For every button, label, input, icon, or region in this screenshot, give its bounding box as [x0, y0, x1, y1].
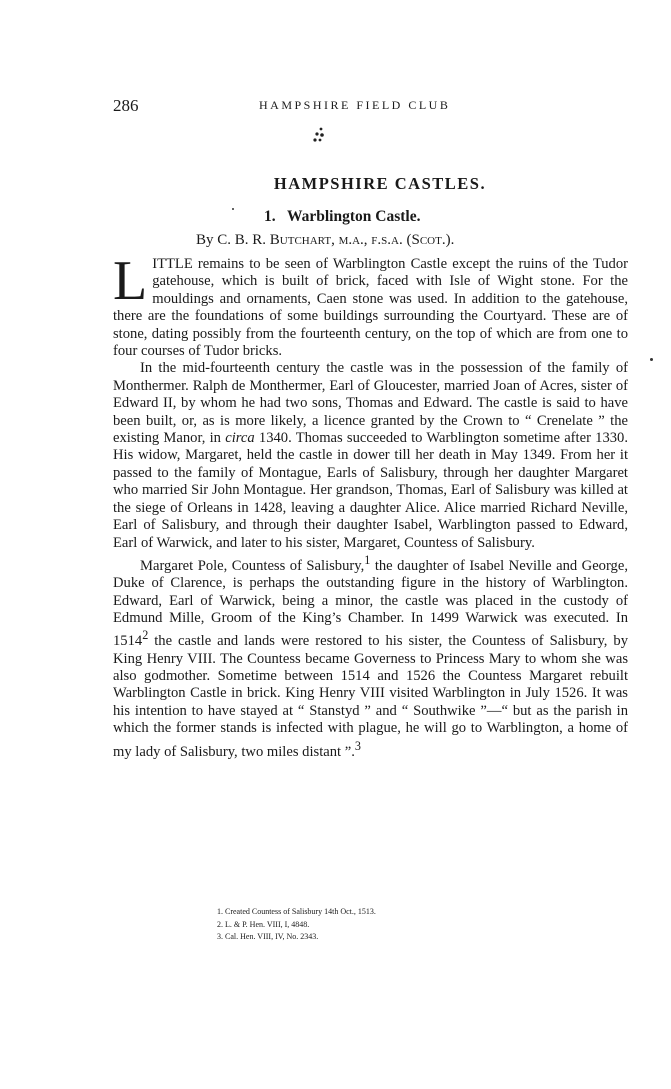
- paragraph-2-text-b: 1340. Thomas succeeded to Warblington sometime after 1330. His widow, Margaret, held the castle in dower till her death in May 1349. From her it passed to the family of Montague, Earls of Salisbury, through her daughter Margaret who married Sir John Montague. Her grandson, Thomas, Earl of Salisbury was killed at the siege of Orleans in 1428, leaving a daughter Alice. Alice married Richard Neville, Earl of Salisbury, and through their daughter Isabel, Warblington passed to Edward, Earl of Warwick, and later to his sister, Margaret, Countess of Salisbury.: [113, 430, 628, 551]
- paragraph-1: [113, 250, 628, 360]
- ornament-icon: [310, 126, 332, 144]
- article-number: 1.: [264, 208, 276, 225]
- footnote-2: 2. L. & P. Hen. VIII, I, 4848.: [217, 919, 310, 929]
- footnotes: [217, 906, 376, 944]
- byline: [196, 232, 454, 249]
- scan-speck-icon: [650, 358, 653, 361]
- footnote-1: 1. Created Countess of Salisbury 14th Oct., 1513.: [217, 907, 376, 916]
- article-heading: Warblington Castle.: [286, 208, 421, 225]
- article-body: [113, 250, 628, 761]
- drop-cap: L: [113, 250, 148, 312]
- footnote-ref-2: 2: [142, 628, 149, 643]
- author-surname: Butchart,: [269, 232, 335, 248]
- journal-title: HAMPSHIRE FIELD CLUB: [259, 98, 451, 112]
- paragraph-2-text-a: In the mid-fourteenth century the castle was in the possession of the family of Monthermer. Ralph de Monthermer, Earl of Gloucester, married Joan of Acres, sister of Edward II, by whom he had two sons, Thomas and Edward. The castle is said to have been built, or, as is more likely, a licence granted by the Crown to “ Crenelate ” the existing Manor, in: [113, 360, 628, 447]
- running-head: [113, 96, 629, 116]
- author-degrees: m.a., f.s.a. (Scot.).: [338, 232, 455, 248]
- scan-speck-icon: [232, 208, 234, 210]
- article-title: [264, 208, 420, 226]
- paragraph-1-text: ITTLE remains to be seen of Warblington Castle except the ruins of the Tudor gatehouse, which is built of brick, faced with Isle of Wight stone. For the mouldings and ornaments, Caen stone was used. In addition to the gatehouse, there are the foundations of some buildings surrounding the Courtyard. These are of stone, dating possibly from the fourteenth century, on the top of which are from one to four courses of Tudor bricks.: [113, 256, 628, 360]
- footnote-3: 3. Cal. Hen. VIII, IV, No. 2343.: [217, 932, 319, 941]
- paragraph-3-text-c: the castle and lands were restored to his sister, the Countess of Salisbury, by King Henry VIII. The Countess became Governess to Princess Mary to whom she was also godmother. Sometime between 1514 and 1526 the Countess Margaret rebuilt Warblington Castle in brick. King Henry VIII visited Warblington in July 1526. It was his intention to have stayed at “ Stanstyd ” and “ Southwike ”—“ but as the parish in which the former stands is infected with plague, he will go to Warblington, a home of my lady of Salisbury, two miles distant ”.: [113, 633, 628, 760]
- paragraph-3-text-a: Margaret Pole, Countess of Salisbury,: [140, 557, 365, 574]
- paragraph-3-text-b: the daughter of Isabel Neville and George, Duke of Clarence, is perhaps the outstanding figure in the history of Warblington. Edward, Earl of Warwick, being a minor, the castle was placed in the custody of Edmund Mille, Groom of the King’s Chamber. In 1499 Warwick was executed. In 1514: [113, 557, 628, 650]
- page-number: 286: [113, 96, 139, 115]
- footnote-ref-3: 3: [354, 738, 361, 753]
- paragraph-3: [113, 552, 628, 761]
- paragraph-2-italic: circa: [225, 430, 255, 447]
- section-title: HAMPSHIRE CASTLES.: [273, 174, 487, 193]
- footnote-ref-1: 1: [364, 552, 371, 567]
- paragraph-2: [113, 360, 628, 551]
- byline-prefix: By C. B. R.: [196, 232, 267, 248]
